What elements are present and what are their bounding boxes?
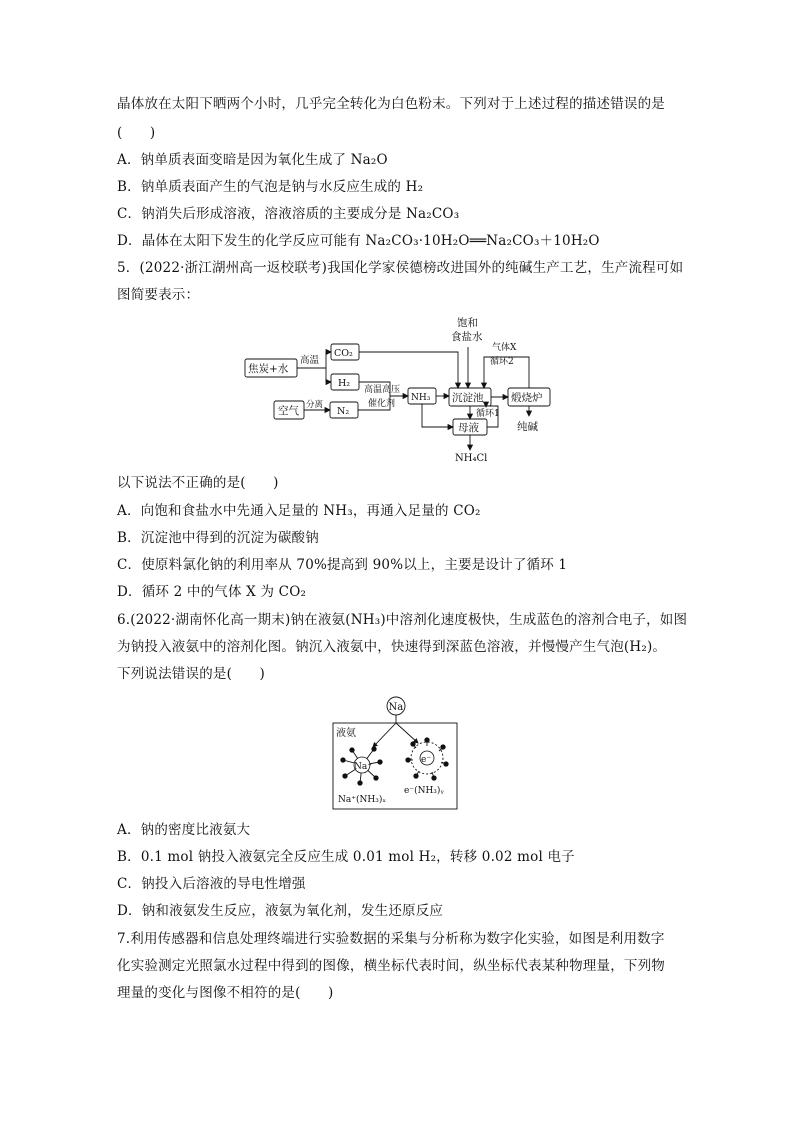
na-ion-label: Na⁺ xyxy=(354,762,372,772)
brine-line2: 食盐水 xyxy=(451,331,483,343)
q5-question: 以下说法不正确的是( ) xyxy=(117,475,279,491)
coke-water-label: 焦炭+水 xyxy=(248,363,289,375)
q5-option-c: C．使原料氯化钠的利用率从 70%提高到 90%以上，主要是设计了循环 1 xyxy=(117,557,568,573)
q5-option-a: A．向饱和食盐水中先通入足量的 NH₃，再通入足量的 CO₂ xyxy=(117,503,481,519)
electron-label: e⁻ xyxy=(421,755,432,765)
q6-stem-line1: 6.(2022·湖南怀化高一期末)钠在液氨(NH₃)中溶剂化速度极快，生成蓝色的溶剂合电子，如图 xyxy=(117,612,688,628)
separate-label: 分离 xyxy=(306,400,324,410)
q7-stem-line1: 7.利用传感器和信息处理终端进行实验数据的采集与分析称为数字化实验，如图是利用数字 xyxy=(117,931,665,947)
q6-option-b: B．0.1 mol 钠投入液氨完全反应生成 0.01 mol H₂，转移 0.02 mol 电子 xyxy=(117,849,575,865)
electron-complex-label: e⁻(NH₃)ᵧ xyxy=(404,786,444,796)
q5-stem-line1: 5．(2022·浙江湖州高一返校联考)我国化学家侯德榜改进国外的纯碱生产工艺，生产流程可如 xyxy=(117,260,684,276)
nh3-label: NH₃ xyxy=(411,393,431,403)
high-temp-label: 高温 xyxy=(300,355,320,366)
co2-label: CO₂ xyxy=(334,348,353,359)
q6-stem-line2: 为钠投入液氨中的溶剂化图。钠沉入液氨中，快速得到深蓝色溶液，并慢慢产生气泡(H₂)。 xyxy=(117,639,667,655)
soda-process-flow-diagram xyxy=(230,312,570,464)
q6-option-d: D．钠和液氨发生反应，液氨为氧化剂，发生还原反应 xyxy=(117,903,444,919)
gas-x-label: 气体X xyxy=(492,343,517,353)
q6-option-a: A．钠的密度比液氨大 xyxy=(117,822,251,838)
q6-stem-line3: 下列说法错误的是( ) xyxy=(117,666,265,682)
q4-stem: 晶体放在太阳下晒两个小时，几乎完全转化为白色粉末。下列对于上述过程的描述错误的是 xyxy=(117,96,665,112)
liquid-ammonia-label: 液氨 xyxy=(336,728,356,739)
calciner-label: 煅烧炉 xyxy=(511,392,543,404)
air-label: 空气 xyxy=(278,405,299,417)
q7-stem-line2: 化实验测定光照氯水过程中得到的图像，横坐标代表时间，纵坐标代表某种物理量，下列物 xyxy=(117,958,665,974)
brine-line1: 饱和 xyxy=(457,317,478,329)
nh4cl-label: NH₄Cl xyxy=(455,453,488,464)
na-complex-label: Na⁺(NH₃)ₓ xyxy=(338,795,387,805)
q5-option-b: B．沉淀池中得到的沉淀为碳酸钠 xyxy=(117,530,319,546)
mother-liquor-label: 母液 xyxy=(458,422,479,434)
q6-option-c: C．钠投入后溶液的导电性增强 xyxy=(117,876,306,892)
precipitation-tank-label: 沉淀池 xyxy=(452,392,484,404)
q5-option-d: D．循环 2 中的气体 X 为 CO₂ xyxy=(117,584,307,600)
n2-label: N₂ xyxy=(337,406,350,417)
q4-option-b: B．钠单质表面产生的气泡是钠与水反应生成的 H₂ xyxy=(117,179,424,195)
q4-paren: ( ) xyxy=(117,125,156,141)
condition-line2: 催化剂 xyxy=(368,399,396,409)
condition-line1: 高温高压 xyxy=(364,385,401,395)
soda-label: 纯碱 xyxy=(517,421,538,433)
h2-label: H₂ xyxy=(338,378,351,389)
na-label: Na xyxy=(388,702,404,713)
cycle1-label: 循环1 xyxy=(476,409,500,419)
sodium-solvation-diagram xyxy=(330,692,460,812)
q4-option-a: A．钠单质表面变暗是因为氧化生成了 Na₂O xyxy=(117,152,388,168)
cycle2-label: 循环2 xyxy=(490,357,514,367)
q5-stem-line2: 图简要表示： xyxy=(117,287,200,303)
q4-option-d: D．晶体在太阳下发生的化学反应可能有 Na₂CO₃·10H₂O══Na₂CO₃＋10H₂O xyxy=(117,233,600,249)
q4-option-c: C．钠消失后形成溶液，溶液溶质的主要成分是 Na₂CO₃ xyxy=(117,206,460,222)
q7-stem-line3: 理量的变化与图像不相符的是( ) xyxy=(117,985,334,1001)
